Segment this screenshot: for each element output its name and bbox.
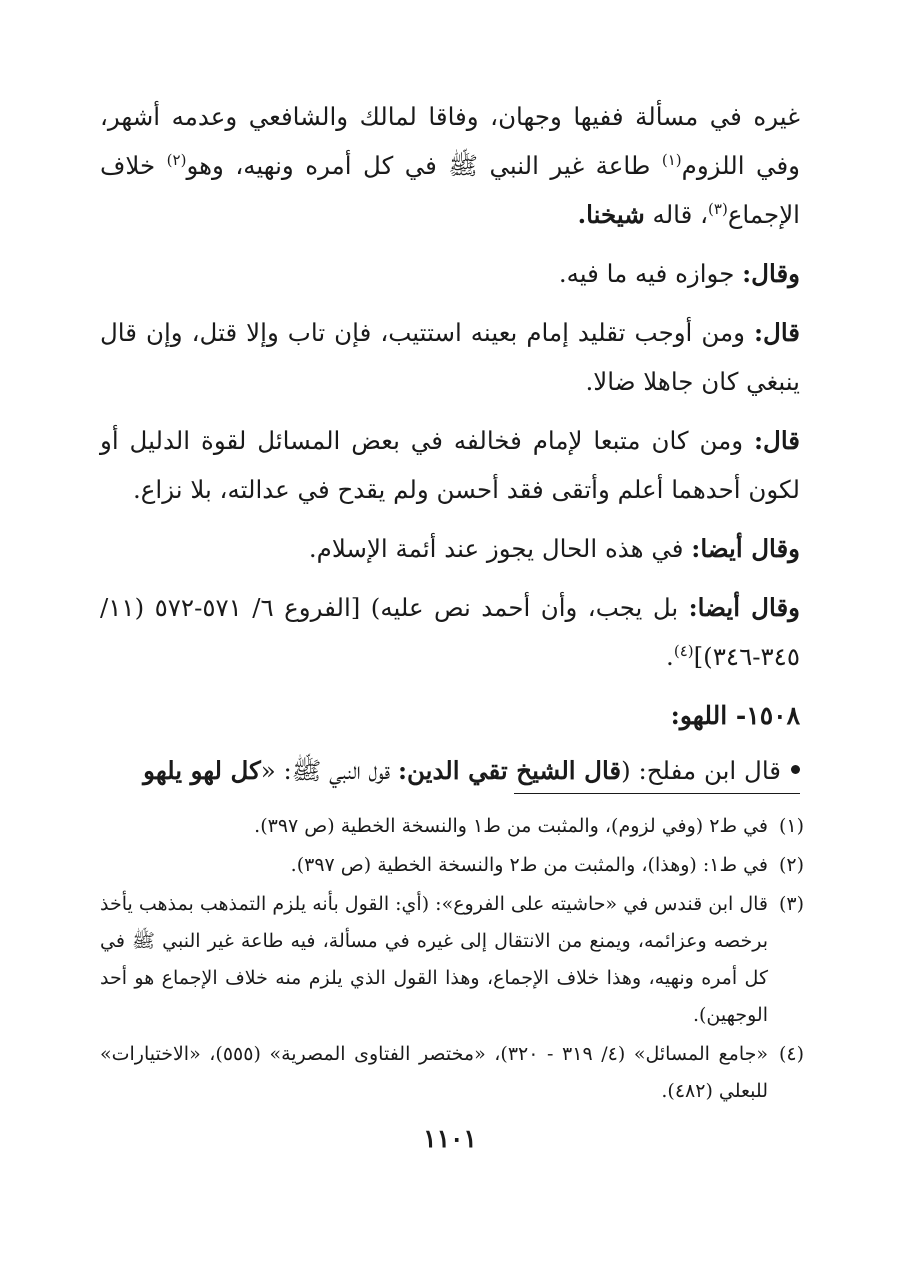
paragraph-4-text: ومن كان متبعا لإمام فخالفه في بعض المسائل لقوة الدليل أو لكون أحدهما أعلم وأتقى فقد أحسن ولم يقدح في عدالته، بلا نزاع. (100, 426, 800, 504)
paragraph-1-text-a: غيره في مسألة ففيها وجهان، وفاقا لمالك والشافعي وعدمه أشهر، وفي اللزوم (100, 102, 801, 180)
footnote-number: (١) (778, 815, 804, 837)
paragraph-4 (100, 416, 800, 514)
footnote-text: قال ابن قندس في «حاشيته على الفروع»: (أي: القول بأنه يلزم التمذهب بمذهب يأخذ برخصه وعزائمه، ويمنع من الانتقال إلى غيره في مسألة، فيه طاعة غير النبي ﷺ في كل أمره ونهيه، وهذا خلاف الإجماع، وهذا القول الذي يلزم منه خلاف الإجماع هو أحد الوجهين). (100, 893, 768, 1026)
section-title: اللهو: (670, 701, 728, 730)
section-heading (100, 691, 800, 740)
paragraph-5 (100, 524, 800, 573)
bullet-paragraph (100, 746, 800, 795)
paragraph-3-text: ومن أوجب تقليد إمام بعينه استتيب، فإن تاب وإلا قتل، وإن قال ينبغي كان جاهلا ضالا. (100, 318, 800, 396)
footnote-text: «جامع المسائل» (٤/ ٣١٩ - ٣٢٠)، «مختصر الفتاوى المصرية» (٥٥٥)، «الاختيارات» للبعلي (٤٨٢). (100, 1043, 768, 1102)
footnote-ref-4: (٤) (673, 641, 694, 660)
paragraph-5-text: في هذه الحال يجوز عند أئمة الإسلام. (308, 534, 692, 563)
footnote-ref-2: (٢) (166, 150, 187, 169)
paragraph-3 (100, 308, 800, 406)
paragraph-2-lead: وقال: (742, 259, 800, 288)
paragraph-1 (100, 92, 800, 239)
paragraph-5-lead: وقال أيضا: (691, 534, 800, 563)
footnote-number: (٤) (778, 1043, 804, 1065)
footnote-divider (514, 793, 800, 794)
page-number: ١١٠١ (423, 1124, 477, 1153)
paragraph-1-text-d: ، قاله (644, 200, 709, 229)
bullet-bold-a: قال الشيخ تقي الدين: (397, 756, 622, 785)
section-number: ١٥٠٨- (735, 701, 800, 730)
footnote-3 (100, 886, 804, 1034)
bullet-text-b: قول النبي ﷺ: « (260, 756, 398, 785)
footnote-text: في ط٢ (وفي لزوم)، والمثبت من ط١ والنسخة الخطية (ص ٣٩٧). (254, 815, 768, 837)
footnote-1 (100, 808, 804, 845)
bullet-text-a: قال ابن مفلح: ( (621, 756, 781, 785)
footnote-2 (100, 847, 804, 884)
main-text (100, 92, 800, 805)
footnote-ref-3: (٣) (708, 199, 728, 218)
paragraph-3-lead: قال: (753, 318, 800, 347)
paragraph-1-text-c: خلاف الإجماع (100, 151, 800, 229)
paragraph-6 (100, 583, 800, 681)
footnote-ref-1: (١) (661, 150, 682, 169)
paragraph-1-text-b: طاعة غير النبي ﷺ في كل أمره ونهيه، وهو (186, 151, 662, 180)
footnote-4 (100, 1036, 804, 1110)
footnote-number: (٢) (778, 854, 804, 876)
footnote-text: في ط١: (وهذا)، والمثبت من ط٢ والنسخة الخطية (ص ٣٩٧). (290, 854, 768, 876)
bullet-icon (791, 765, 800, 774)
paragraph-6-end: . (666, 642, 674, 671)
paragraph-2 (100, 249, 800, 298)
paragraph-6-lead: وقال أيضا: (688, 593, 800, 622)
bullet-bold-b: كل لهو يلهو (143, 756, 261, 785)
paragraph-2-text: جوازه فيه ما فيه. (558, 259, 743, 288)
footnote-number: (٣) (778, 893, 804, 915)
paragraph-4-lead: قال: (753, 426, 800, 455)
paragraph-1-bold-end: شيخنا. (577, 200, 645, 229)
paragraph-6-text: بل يجب، وأن أحمد نص عليه) [الفروع ٦/ ٥٧١-٥٧٢ (١١/ ٣٤٥-٣٤٦)] (100, 593, 800, 671)
footnotes (100, 808, 804, 1112)
